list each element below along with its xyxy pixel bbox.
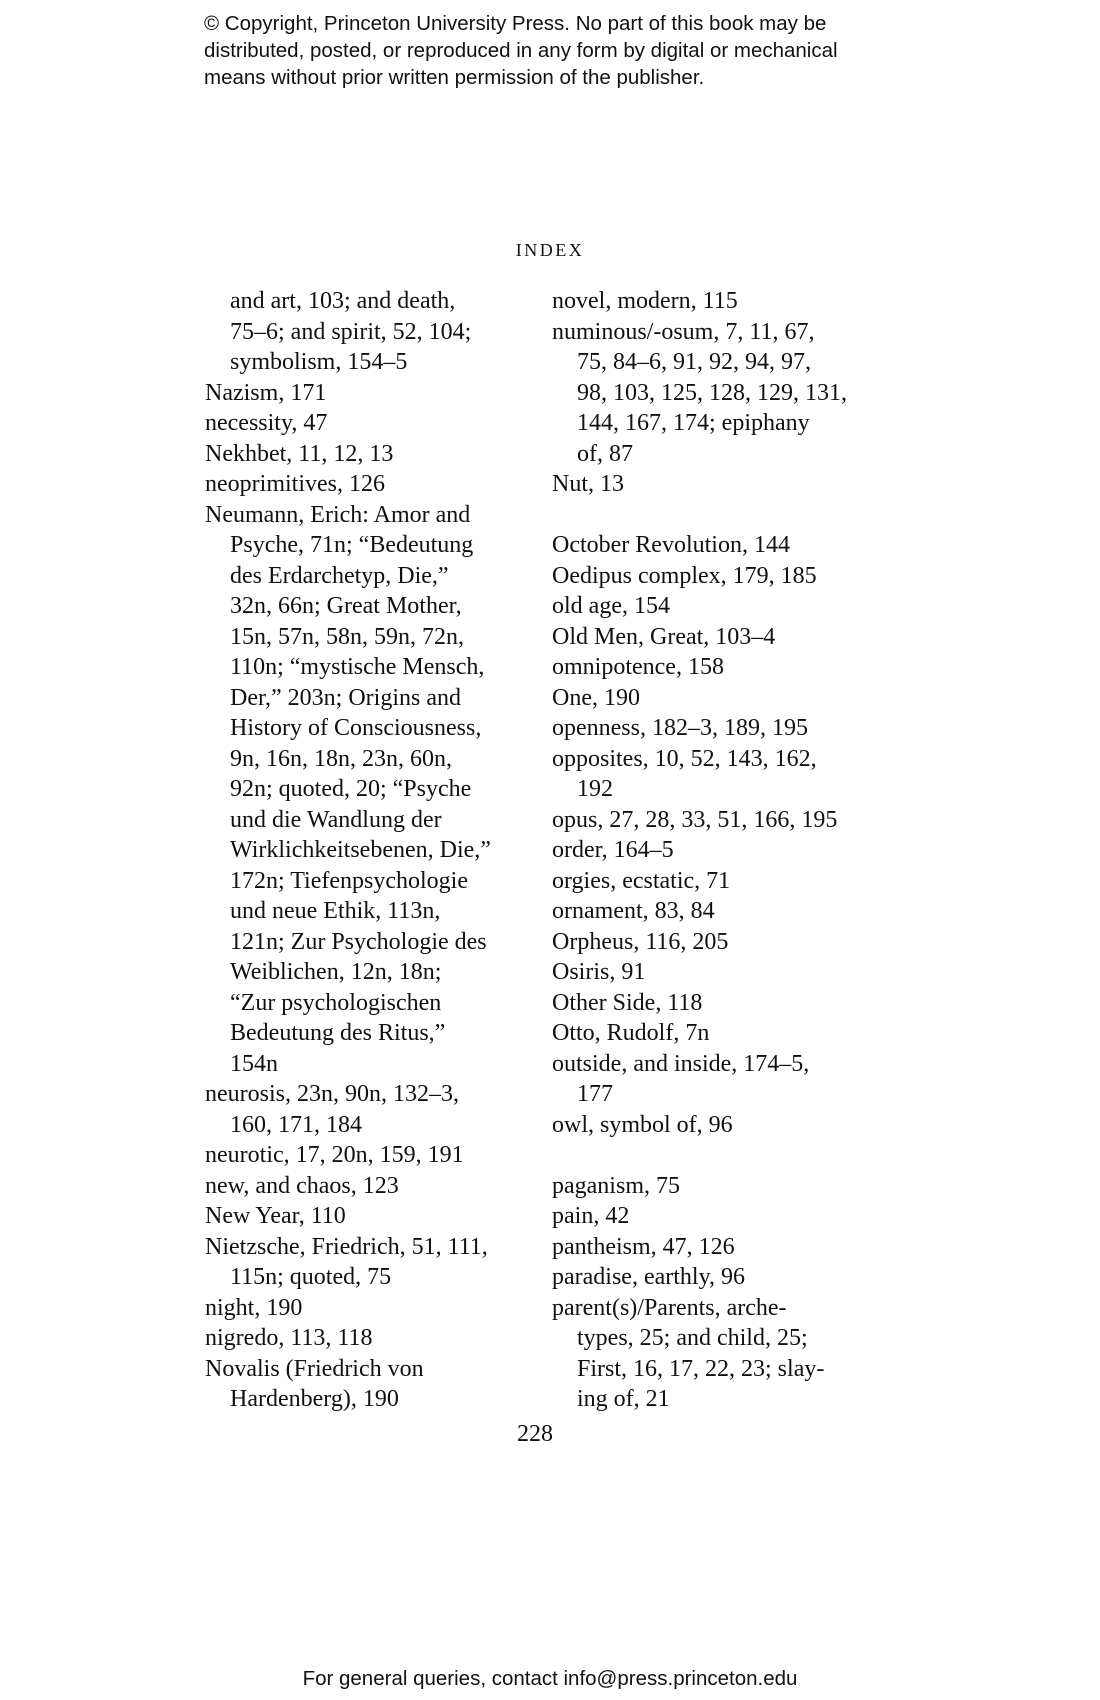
- index-entry-line: opposites, 10, 52, 143, 162,: [552, 745, 817, 772]
- copyright-line: means without prior written permission of the publisher.: [204, 66, 705, 89]
- index-entry-line: Orpheus, 116, 205: [552, 928, 729, 955]
- index-entry-line: paganism, 75: [552, 1172, 680, 1199]
- index-entry-line: numinous/-osum, 7, 11, 67,: [552, 318, 815, 345]
- index-entry-line: Otto, Rudolf, 7n: [552, 1020, 710, 1046]
- index-entry-line: openness, 182–3, 189, 195: [552, 715, 808, 741]
- index-entry-line: 75–6; and spirit, 52, 104;: [230, 318, 472, 345]
- index-entry-line: Old Men, Great, 103–4: [552, 623, 776, 650]
- index-entry-line: Nut, 13: [552, 471, 624, 497]
- index-entry-line: des Erdarchetyp, Die,”: [230, 562, 449, 589]
- index-entry-line: und neue Ethik, 113n,: [230, 898, 441, 924]
- index-entry-line: 144, 167, 174; epiphany: [577, 410, 810, 436]
- index-entry-line: pain, 42: [552, 1203, 630, 1229]
- index-entry-line: novel, modern, 115: [552, 288, 738, 314]
- index-entry-line: 160, 171, 184: [230, 1111, 362, 1138]
- section-gap: [552, 1140, 892, 1171]
- index-entry-line: Der,” 203n; Origins and: [230, 684, 461, 711]
- page-number: 228: [517, 1421, 553, 1447]
- index-entry-line: and art, 103; and death,: [230, 288, 456, 314]
- index-entry-line: Psyche, 71n; “Bedeutung: [230, 532, 474, 558]
- index-entry-line: Novalis (Friedrich von: [205, 1355, 424, 1382]
- index-entry-line: 75, 84–6, 91, 92, 94, 97,: [577, 349, 811, 375]
- index-right-column: [552, 286, 892, 1415]
- index-entry-line: First, 16, 17, 22, 23; slay-: [577, 1355, 825, 1382]
- index-heading: INDEX: [515, 240, 585, 260]
- index-entry-line: old age, 154: [552, 593, 670, 619]
- index-entry-line: outside, and inside, 174–5,: [552, 1050, 810, 1077]
- index-entry-line: owl, symbol of, 96: [552, 1111, 733, 1138]
- section-gap: [552, 500, 892, 531]
- index-entry-line: Weiblichen, 12n, 18n;: [230, 959, 442, 985]
- index-entry-line: Nekhbet, 11, 12, 13: [205, 440, 394, 467]
- index-entry-line: night, 190: [205, 1294, 303, 1321]
- index-entry-line: 115n; quoted, 75: [230, 1264, 392, 1290]
- index-entry-line: pantheism, 47, 126: [552, 1233, 735, 1260]
- index-entry-line: types, 25; and child, 25;: [577, 1325, 808, 1351]
- index-entry-line: necessity, 47: [205, 410, 328, 436]
- index-entry-line: symbolism, 154–5: [230, 349, 408, 375]
- index-entry-line: New Year, 110: [205, 1203, 346, 1229]
- index-entry-line: 177: [577, 1081, 613, 1107]
- index-entry-line: und die Wandlung der: [230, 806, 442, 833]
- footer-contact: For general queries, contact info@press.princeton.edu: [302, 1667, 798, 1690]
- index-entry-line: Nazism, 171: [205, 379, 327, 406]
- index-entry-line: “Zur psychologischen: [230, 989, 442, 1016]
- index-entry-line: 92n; quoted, 20; “Psyche: [230, 776, 472, 802]
- index-entry-line: nigredo, 113, 118: [205, 1325, 373, 1351]
- index-entry-line: paradise, earthly, 96: [552, 1264, 746, 1290]
- index-entry-line: History of Consciousness,: [230, 715, 482, 741]
- index-entry-line: Nietzsche, Friedrich, 51, 111,: [205, 1233, 488, 1260]
- index-entry-line: 15n, 57n, 58n, 59n, 72n,: [230, 623, 464, 650]
- index-entry-line: Bedeutung des Ritus,”: [230, 1020, 446, 1046]
- index-entry-line: 110n; “mystische Mensch,: [230, 654, 485, 680]
- index-entry-line: 9n, 16n, 18n, 23n, 60n,: [230, 745, 452, 772]
- index-entry-line: neurosis, 23n, 90n, 132–3,: [205, 1081, 459, 1107]
- index-entry-line: new, and chaos, 123: [205, 1172, 399, 1199]
- index-entry-line: Wirklichkeitsebenen, Die,”: [230, 837, 491, 863]
- index-entry-line: orgies, ecstatic, 71: [552, 867, 731, 894]
- index-entry-line: Oedipus complex, 179, 185: [552, 562, 817, 589]
- copyright-line: distributed, posted, or reproduced in any form by digital or mechanical: [204, 39, 838, 62]
- index-entry-line: 121n; Zur Psychologie des: [230, 928, 487, 955]
- index-entry-line: parent(s)/Parents, arche-: [552, 1294, 787, 1321]
- index-entry-line: omnipotence, 158: [552, 654, 724, 680]
- index-entry-line: Hardenberg), 190: [230, 1386, 399, 1412]
- index-entry-line: ing of, 21: [577, 1386, 670, 1412]
- index-entry-line: Neumann, Erich: Amor and: [205, 501, 471, 528]
- index-entry-line: neurotic, 17, 20n, 159, 191: [205, 1142, 464, 1168]
- index-entry-line: 192: [577, 776, 613, 802]
- copyright-line: © Copyright, Princeton University Press. No part of this book may be: [204, 12, 827, 35]
- index-entry-line: 32n, 66n; Great Mother,: [230, 593, 462, 619]
- index-entry-line: order, 164–5: [552, 837, 674, 863]
- index-entry-line: 172n; Tiefenpsychologie: [230, 867, 468, 894]
- index-entry-line: ornament, 83, 84: [552, 898, 715, 924]
- index-left-column: [205, 286, 545, 1415]
- index-entry-line: neoprimitives, 126: [205, 471, 385, 497]
- index-entry-line: 98, 103, 125, 128, 129, 131,: [577, 379, 847, 406]
- index-entry-line: 154n: [230, 1050, 278, 1077]
- index-entry-line: of, 87: [577, 440, 633, 467]
- index-entry-line: October Revolution, 144: [552, 532, 790, 558]
- copyright-notice: [204, 10, 964, 91]
- index-entry-line: Osiris, 91: [552, 959, 646, 985]
- index-entry-line: opus, 27, 28, 33, 51, 166, 195: [552, 806, 838, 833]
- index-entry-line: Other Side, 118: [552, 989, 703, 1016]
- index-entry-line: One, 190: [552, 684, 640, 711]
